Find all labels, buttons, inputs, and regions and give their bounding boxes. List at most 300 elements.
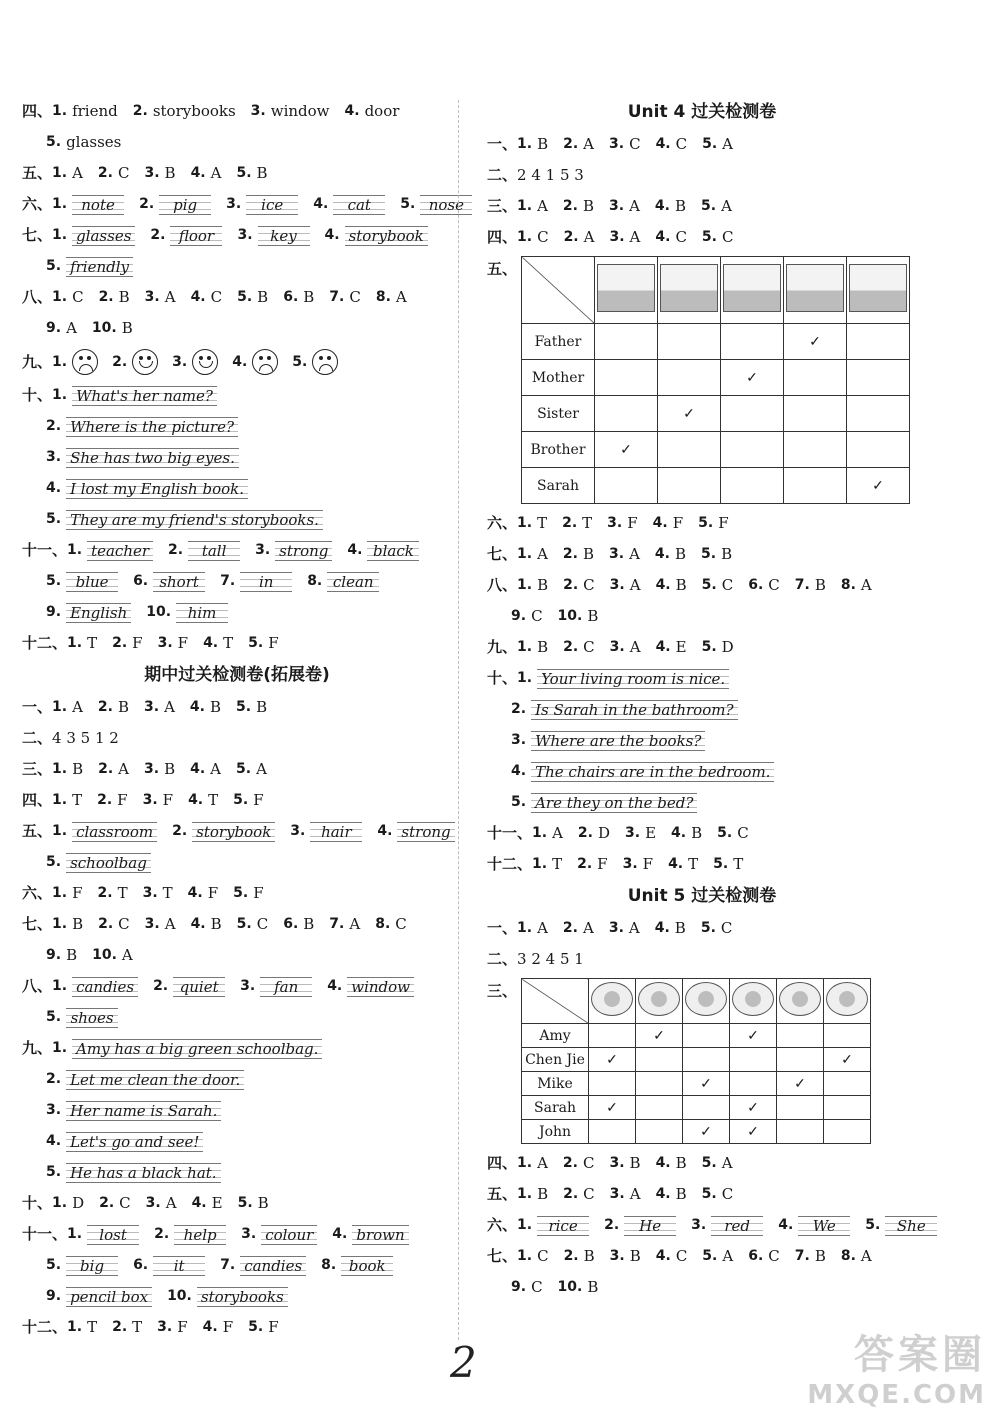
answer-value: B (537, 576, 549, 594)
question-number: 1. (532, 856, 548, 872)
answer-value: B (675, 1185, 687, 1203)
answer-item (237, 220, 309, 251)
question-number: 9. (46, 1288, 62, 1304)
question-number: 4. (188, 792, 204, 808)
answer-item (52, 971, 138, 1002)
answer-line (511, 601, 917, 632)
question-number: 4. (190, 289, 206, 305)
answer-value: B (675, 576, 687, 594)
answer-line (22, 1033, 452, 1064)
answer-value: T (72, 791, 83, 809)
answer-item (329, 282, 361, 313)
question-number: 1. (52, 196, 68, 212)
check-mark-icon: ✓ (658, 396, 721, 432)
answer-sentence: Is Sarah in the bathroom? (531, 700, 737, 720)
answer-value: T (208, 791, 219, 809)
answer-item (702, 1241, 733, 1272)
question-number: 8. (375, 289, 391, 305)
answer-item (233, 785, 263, 816)
question-number: 1. (52, 978, 68, 994)
question-number: 4. (344, 103, 360, 119)
answer-item (191, 282, 223, 313)
question-number: 5. (701, 198, 717, 214)
section-label: 十、 (22, 386, 53, 404)
question-number: 6. (748, 577, 764, 593)
answer-value: glasses (66, 133, 122, 151)
answer-line (22, 971, 452, 1002)
question-number: 2. (139, 196, 155, 212)
answer-item (563, 129, 594, 160)
answer-sentence: He has a black hat. (66, 1163, 221, 1183)
answer-line (46, 1157, 452, 1188)
answer-value: A (629, 638, 641, 656)
section-label: 六、 (487, 514, 518, 532)
watermark-url: MXQE.COM (807, 1380, 986, 1410)
answer-line (46, 251, 452, 282)
answer-value: C (583, 638, 595, 656)
answer-value: tall (188, 541, 240, 561)
table-cell (658, 324, 721, 360)
question-number: 3. (609, 546, 625, 562)
answer-value: strong (275, 541, 332, 561)
table-cell (595, 396, 658, 432)
answer-line (487, 570, 917, 601)
table-cell (784, 396, 847, 432)
answer-value: shoes (66, 1008, 118, 1028)
section-label: 九、 (22, 352, 53, 371)
section-label: 八、 (22, 288, 53, 306)
question-number: 2. (563, 229, 579, 245)
question-number: 4. (232, 353, 248, 370)
section-label: 二、 (487, 166, 518, 184)
answer-value: big (66, 1256, 118, 1276)
answer-value: friend (72, 102, 118, 120)
question-number: 2. (112, 635, 128, 651)
section-label: 三、 (487, 197, 518, 215)
answer-item (237, 909, 269, 940)
answer-value: A (860, 576, 872, 594)
answer-value: F (72, 884, 83, 902)
answer-value: window (270, 102, 330, 120)
sad-face-icon (252, 349, 278, 375)
answer-line (22, 220, 452, 251)
answer-item (154, 1219, 226, 1250)
living-room-icon (597, 264, 655, 312)
answer-item (604, 1210, 676, 1241)
question-number: 4. (327, 978, 343, 994)
row-name: Sarah (522, 1096, 589, 1120)
section-label: 七、 (487, 1247, 518, 1265)
answer-item (220, 1250, 306, 1281)
answer-value: friendly (66, 257, 133, 277)
answer-item (99, 282, 130, 313)
answer-item (329, 909, 360, 940)
vegetables-plate-icon (732, 982, 774, 1016)
answer-line (46, 313, 452, 344)
answer-item (98, 909, 130, 940)
answer-value: C (721, 1185, 734, 1203)
question-number: 5. (46, 1257, 62, 1273)
answer-value: B (583, 1247, 595, 1265)
answer-item (517, 1148, 548, 1179)
answer-value: F (627, 514, 638, 532)
answer-item (255, 535, 332, 566)
question-number: 4. (190, 916, 206, 932)
answer-value: F (177, 1318, 188, 1336)
answer-item (46, 1126, 203, 1157)
answer-value: C (629, 135, 641, 153)
answer-line (22, 628, 452, 659)
answer-value: B (814, 576, 826, 594)
table-cell (658, 360, 721, 396)
row-name: Brother (522, 432, 595, 468)
section-label: 九、 (22, 1039, 53, 1057)
check-mark-icon: ✓ (683, 1072, 730, 1096)
check-mark-icon: ✓ (595, 432, 658, 468)
answer-value: it (153, 1256, 205, 1276)
answer-value: D (72, 1194, 85, 1212)
answer-line (46, 504, 452, 535)
table-cell (784, 360, 847, 396)
answer-item (46, 127, 121, 158)
answer-value: quiet (173, 977, 225, 997)
answer-item (702, 1148, 733, 1179)
answer-sentence: Your living room is nice. (537, 669, 729, 689)
answer-value: rice (537, 1216, 589, 1236)
answer-value: F (253, 791, 264, 809)
answer-sentence: What's her name? (72, 386, 217, 406)
table-header-cell (595, 257, 658, 324)
answer-item (562, 508, 592, 539)
answer-value: C (210, 288, 223, 306)
table-corner-diagonal (522, 979, 589, 1024)
answer-item (656, 570, 687, 601)
answer-line (487, 1148, 917, 1179)
answer-item (46, 251, 133, 282)
answer-value: C (72, 288, 84, 306)
question-number: 5. (46, 258, 62, 274)
answer-value: T (87, 634, 98, 652)
sad-face-icon (72, 349, 98, 375)
question-number: 3. (144, 916, 160, 932)
answer-item (52, 692, 83, 723)
answer-value: English (66, 603, 131, 623)
question-number: 3. (609, 198, 625, 214)
answer-item (795, 1241, 826, 1272)
answer-value: A (583, 228, 595, 246)
question-number: 5. (233, 792, 249, 808)
question-number: 1. (517, 1155, 533, 1171)
answer-item (167, 1281, 288, 1312)
question-number: 3. (691, 1217, 707, 1233)
answer-line (22, 785, 452, 816)
page-number-handwritten: 2 (450, 1338, 477, 1387)
answer-value: A (629, 576, 641, 594)
question-number: 7. (794, 1248, 810, 1264)
answer-value: C (537, 228, 549, 246)
answer-item (717, 818, 749, 849)
answer-item (713, 849, 743, 880)
answer-value: A (721, 197, 732, 215)
answer-line (22, 282, 452, 313)
answer-item (158, 628, 188, 659)
answer-value: B (691, 824, 703, 842)
question-number: 4. (190, 761, 206, 777)
answer-item (563, 539, 594, 570)
answer-value: B (629, 1247, 641, 1265)
answer-item (517, 222, 549, 253)
answer-item (563, 1179, 595, 1210)
answer-line (22, 692, 452, 723)
section-label: 十二、 (22, 634, 68, 652)
question-number: 8. (307, 573, 323, 589)
question-number: 2. (98, 916, 114, 932)
section-label: 五、 (487, 260, 518, 278)
question-number: 2. (562, 920, 578, 936)
answer-value: F (718, 514, 729, 532)
answer-item (702, 222, 734, 253)
answer-value: B (66, 946, 78, 964)
question-number: 5. (46, 854, 62, 870)
smiley-face-icon (132, 349, 158, 375)
answer-item (283, 909, 314, 940)
answer-item (511, 694, 738, 725)
question-number: 7. (220, 1257, 236, 1273)
answer-item (347, 535, 419, 566)
question-number: 4. (189, 699, 205, 715)
question-number: 3. (144, 165, 160, 181)
answer-item (146, 597, 228, 628)
answer-item (653, 508, 683, 539)
question-number: 1. (532, 825, 548, 841)
question-number: 7. (794, 577, 810, 593)
answer-sentence: I lost my English book. (66, 479, 248, 499)
answer-item (517, 1241, 549, 1272)
row-name: Sister (522, 396, 595, 432)
answer-value: A (722, 135, 734, 153)
question-number: 9. (511, 608, 527, 624)
answer-value: A (210, 760, 222, 778)
answer-item (563, 1148, 595, 1179)
answer-line (487, 632, 917, 663)
answer-value: A (164, 915, 176, 933)
question-number: 3. (144, 289, 160, 305)
answer-item (656, 1179, 687, 1210)
answer-item (52, 816, 157, 847)
table-cell (721, 468, 784, 504)
answer-value: F (117, 791, 128, 809)
answer-value: F (268, 634, 279, 652)
question-number: 3. (625, 825, 641, 841)
answer-value: A (582, 919, 594, 937)
question-number: 3. (609, 229, 625, 245)
table-cell (784, 468, 847, 504)
section-label: 十二、 (22, 1318, 68, 1336)
answer-item (52, 158, 83, 189)
answer-value: T (87, 1318, 98, 1336)
answer-item (327, 971, 414, 1002)
question-number: 4. (332, 1226, 348, 1242)
answer-line (46, 940, 452, 971)
answer-line (487, 944, 917, 975)
table-row (522, 1120, 871, 1144)
answer-item (251, 96, 330, 127)
answer-value: D (597, 824, 611, 842)
table-cell (824, 1024, 871, 1048)
answer-value: C (256, 915, 269, 933)
answer-value: B (117, 698, 130, 716)
answer-value: storybooks (197, 1287, 288, 1307)
answer-value: A (860, 1247, 872, 1265)
question-number: 6. (133, 1257, 149, 1273)
answer-item (702, 632, 734, 663)
answer-line (22, 189, 464, 220)
question-number: 5. (46, 511, 62, 527)
answer-line (46, 473, 452, 504)
answer-item (188, 878, 218, 909)
section-label: 三、 (487, 982, 518, 1000)
answer-item (655, 913, 686, 944)
answer-item (307, 566, 379, 597)
answer-item (563, 191, 594, 222)
question-number: 1. (52, 761, 68, 777)
section-label: 二、 (22, 729, 53, 747)
answer-value: black (367, 541, 419, 561)
answer-line (511, 1272, 917, 1303)
question-number: 5. (400, 196, 416, 212)
answer-line (487, 1241, 917, 1272)
question-number: 3. (237, 227, 253, 243)
question-number: 1. (52, 1040, 68, 1056)
beef-plate-icon (779, 982, 821, 1016)
answer-item (332, 1219, 408, 1250)
answer-item (46, 1095, 221, 1126)
answer-item (609, 539, 640, 570)
answer-value: C (117, 164, 130, 182)
answer-value: A (628, 919, 640, 937)
answer-value: T (117, 884, 128, 902)
question-number: 2. (577, 856, 593, 872)
answer-item (748, 570, 780, 601)
check-mark-icon: ✓ (589, 1096, 636, 1120)
bathroom-icon (723, 264, 781, 312)
answer-table-block (487, 256, 917, 504)
answer-value: B (537, 638, 549, 656)
answer-value: A (72, 164, 83, 182)
question-number: 1. (517, 136, 533, 152)
answer-value: candies (240, 1256, 306, 1276)
answer-value: C (768, 576, 780, 594)
section-label: 一、 (487, 135, 518, 153)
question-number: 3. (511, 732, 527, 748)
answer-value: note (72, 195, 124, 215)
answer-sentence: Where is the picture? (66, 417, 238, 437)
answer-item (377, 816, 454, 847)
question-number: 1. (517, 1248, 533, 1264)
answer-line (46, 597, 452, 628)
answer-value: B (674, 545, 687, 563)
answer-item (610, 1179, 641, 1210)
answer-value: E (645, 824, 657, 842)
answer-value: C (119, 1194, 131, 1212)
answer-item (46, 566, 118, 597)
answer-item (563, 570, 595, 601)
answer-item (226, 189, 298, 220)
question-number: 9. (46, 947, 62, 963)
answer-line (46, 1250, 452, 1281)
check-mark-icon: ✓ (824, 1048, 871, 1072)
table-cell (636, 1120, 683, 1144)
question-number: 1. (517, 1217, 533, 1233)
answer-value: C (118, 915, 130, 933)
row-name: Amy (522, 1024, 589, 1048)
question-number: 4. (655, 577, 671, 593)
answer-value: E (211, 1194, 223, 1212)
answer-value: T (223, 634, 234, 652)
question-number: 8. (321, 1257, 337, 1273)
question-number: 4. (655, 229, 671, 245)
answer-line (22, 909, 452, 940)
answer-sequence: 4 3 5 1 2 (52, 729, 119, 747)
answer-value: T (688, 855, 699, 873)
check-mark-icon: ✓ (784, 324, 847, 360)
answer-value: brown (352, 1225, 408, 1245)
answer-value: blue (66, 572, 118, 592)
answer-item (841, 1241, 872, 1272)
answer-item (112, 1312, 142, 1343)
table-cell (589, 1072, 636, 1096)
table-cell (777, 1096, 824, 1120)
question-number: 5. (702, 1248, 718, 1264)
question-number: 3. (46, 1102, 62, 1118)
answer-line (511, 787, 917, 818)
answer-item (168, 535, 240, 566)
answer-line (22, 1312, 452, 1343)
answer-line (46, 1064, 452, 1095)
answer-item (865, 1210, 937, 1241)
answer-value: door (364, 102, 400, 120)
question-number: 2. (604, 1217, 620, 1233)
question-number: 2. (562, 1155, 578, 1171)
question-number: 4. (654, 920, 670, 936)
section-heading: 期中过关检测卷(拓展卷) (144, 665, 330, 685)
question-number: 5. (717, 825, 733, 841)
answer-item (517, 191, 548, 222)
answer-value: A (537, 919, 548, 937)
answer-item (67, 1219, 139, 1250)
answer-item (188, 785, 218, 816)
bedroom-icon (849, 264, 907, 312)
table-cell (824, 1072, 871, 1096)
table-cell (683, 1096, 730, 1120)
question-number: 2. (562, 515, 578, 531)
question-number: 4. (671, 825, 687, 841)
question-number: 1. (52, 289, 68, 305)
answer-line (487, 849, 917, 880)
answer-item (655, 539, 686, 570)
answer-item (236, 692, 267, 723)
answer-item (609, 1148, 640, 1179)
answer-value: C (721, 228, 734, 246)
question-number: 3. (607, 515, 623, 531)
question-number: 5. (236, 761, 252, 777)
section-label: 七、 (487, 545, 518, 563)
answer-value: classroom (72, 822, 157, 842)
question-number: 5. (511, 794, 527, 810)
answer-item (625, 818, 656, 849)
question-number: 2. (562, 546, 578, 562)
question-number: 5. (865, 1217, 881, 1233)
